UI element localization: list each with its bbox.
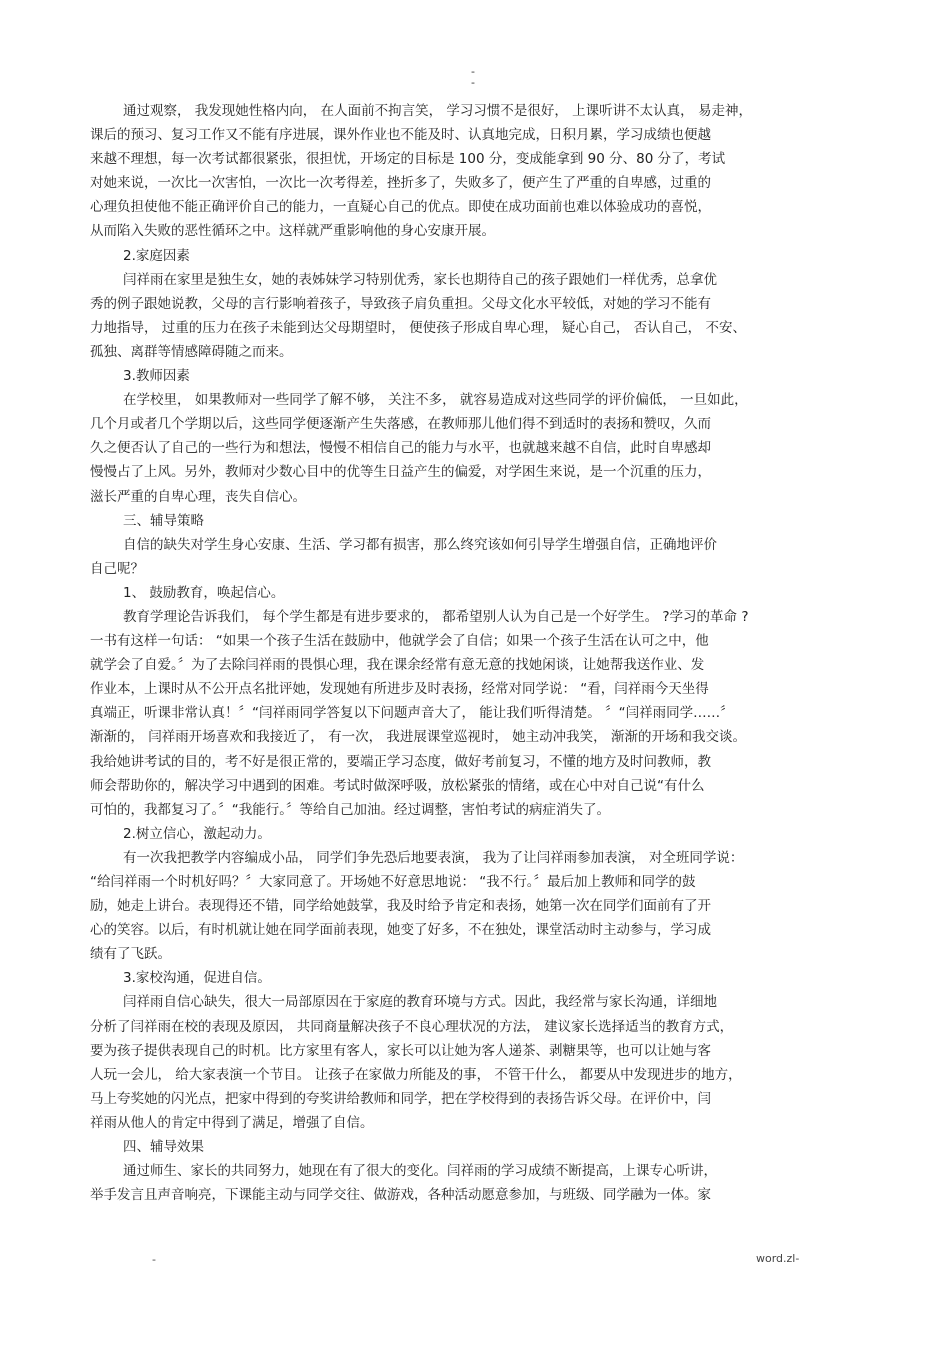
text-line: 励，她走上讲台。表现得还不错，同学给她鼓掌，我及时给予肯定和表扬，她第一次在同学们面前有了开 — [90, 898, 711, 915]
text-line: 真端正，听课非常认真！〞“闫祥雨同学答复以下问题声音大了， 能让我们听得清楚。 〞“闫祥雨同学……〞 — [90, 705, 734, 722]
text-line: 通过师生、家长的共同努力，她现在有了很大的变化。闫祥雨的学习成绩不断提高，上课专心听讲， — [123, 1163, 717, 1180]
text-line: 心理负担使他不能正确评价自己的能力，一直疑心自己的优点。即使在成功面前也难以体验成功的喜悦， — [90, 199, 711, 216]
text-line: 要为孩子提供表现自己的时机。比方家里有客人，家长可以让她为客人递茶、剥糖果等，也可以让她与客 — [90, 1042, 711, 1059]
text-line: 我给她讲考试的目的，考不好是很正常的，要端正学习态度，做好考前复习，不懂的地方及时问教师，教 — [90, 753, 711, 770]
text-line: 自信的缺失对学生身心安康、生活、学习都有损害，那么终究该如何引导学生增强自信，正确地评价 — [123, 536, 717, 553]
text-line: 2.家庭因素 — [123, 247, 190, 264]
header-mark-second: - — [471, 76, 475, 89]
footer-source-label: word.zl- — [756, 1252, 800, 1265]
text-line: 慢慢占了上风。另外，教师对少数心目中的优等生日益产生的偏爱，对学困生来说，是一个沉重的压力， — [90, 464, 711, 481]
text-line: 闫祥雨自信心缺失，很大一局部原因在于家庭的教育环境与方式。因此，我经常与家长沟通，详细地 — [123, 994, 717, 1011]
header-marks — [471, 66, 475, 88]
text-line: 有一次我把教学内容编成小品， 同学们争先恐后地要表演， 我为了让闫祥雨参加表演， 对全班同学说： — [123, 849, 744, 866]
text-line: 秀的例子跟她说教，父母的言行影响着孩子，导致孩子肩负重担。父母文化水平较低，对她的学习不能有 — [90, 295, 711, 312]
text-line: 教育学理论告诉我们， 每个学生都是有进步要求的， 都希望别人认为自己是一个好学生。 ?学习的革命 ? — [123, 608, 749, 625]
text-line: 3.家校沟通，促进自信。 — [123, 970, 271, 987]
header-mark-top: - — [471, 65, 475, 78]
text-line: 自己呢？ — [90, 560, 144, 577]
text-line: 心的笑容。以后，有时机就让她在同学面前表现，她变了好多，不在独处，课堂活动时主动参与，学习成 — [90, 922, 711, 939]
text-line: 祥雨从他人的肯定中得到了满足，增强了自信。 — [90, 1114, 374, 1131]
text-line: 绩有了飞跃。 — [90, 946, 171, 963]
text-line: “给闫祥雨一个时机好吗？〞大家同意了。开场她不好意思地说： “我不行。〞最后加上教师和同学的鼓 — [90, 874, 696, 890]
text-line: 一书有这样一句话： “如果一个孩子生活在鼓励中，他就学会了自信；如果一个孩子生活在认可之中，他 — [90, 633, 709, 650]
text-line: 举手发言且声音响亮，下课能主动与同学交往、做游戏，各种活动愿意参加，与班级、同学融为一体。家 — [90, 1187, 711, 1204]
text-line: 可怕的，我都复习了。〞“我能行。〞等给自己加油。经过调整，害怕考试的病症消失了。 — [90, 801, 610, 818]
text-line: 来越不理想，每一次考试都很紧张，很担忧，开场定的目标是 100 分，变成能拿到 90 分、80 分了，考试 — [90, 151, 726, 168]
text-line: 滋长严重的自卑心理，丧失自信心。 — [90, 488, 306, 505]
text-line: 闫祥雨在家里是独生女，她的表姊妹学习特别优秀，家长也期待自己的孩子跟她们一样优秀，总拿优 — [123, 271, 717, 288]
footer-left-mark: - — [152, 1253, 156, 1266]
body-text — [90, 99, 860, 1207]
text-line: 分析了闫祥雨在校的表现及原因， 共同商量解决孩子不良心理状况的方法， 建议家长选择适当的教育方式， — [90, 1018, 734, 1035]
text-line: 力地指导， 过重的压力在孩子未能到达父母期望时， 便使孩子形成自卑心理， 疑心自己， 否认自己， 不安、 — [90, 319, 746, 336]
text-line: 四、辅导效果 — [123, 1139, 204, 1156]
text-line: 久之便否认了自己的一些行为和想法，慢慢不相信自己的能力与水平，也就越来越不自信，此时自卑感却 — [90, 440, 711, 457]
text-line: 从而陷入失败的恶性循环之中。这样就严重影响他的身心安康开展。 — [90, 223, 495, 240]
text-line: 渐渐的， 闫祥雨开场喜欢和我接近了， 有一次， 我进展课堂巡视时， 她主动冲我笑， 渐渐的开场和我交谈。 — [90, 729, 746, 746]
text-line: 通过观察， 我发现她性格内向， 在人面前不拘言笑， 学习习惯不是很好， 上课听讲不太认真， 易走神， — [123, 103, 752, 119]
text-line: 孤独、离群等情感障碍随之而来。 — [90, 343, 293, 360]
text-line: 在学校里， 如果教师对一些同学了解不够， 关注不多， 就容易造成对这些同学的评价偏低， 一旦如此， — [123, 392, 748, 409]
text-line: 就学会了自爱。〞为了去除闫祥雨的畏惧心理，我在课余经常有意无意的找她闲谈，让她帮我送作业、发 — [90, 657, 705, 674]
text-line: 马上夸奖她的闪光点，把家中得到的夸奖讲给教师和同学，把在学校得到的表扬告诉父母。在评价中，闫 — [90, 1090, 711, 1107]
text-line: 课后的预习、复习工作又不能有序进展，课外作业也不能及时、认真地完成，日积月累，学习成绩也便越 — [90, 127, 711, 144]
text-line: 对她来说，一次比一次害怕，一次比一次考得差，挫折多了，失败多了，便产生了严重的自卑感，过重的 — [90, 175, 711, 192]
text-line: 3.教师因素 — [123, 368, 190, 385]
text-line: 1、 鼓励教育，唤起信心。 — [123, 584, 285, 601]
text-line: 师会帮助你的，解决学习中遇到的困难。考试时做深呼吸，放松紧张的情绪，或在心中对自己说“有什么 — [90, 777, 705, 794]
text-line: 三、辅导策略 — [123, 512, 204, 529]
text-line: 几个月或者几个学期以后，这些同学便逐渐产生失落感，在教师那儿他们得不到适时的表扬和赞叹，久而 — [90, 416, 711, 433]
text-line: 作业本，上课时从不公开点名批评她，发现她有所进步及时表扬，经常对同学说： “看，闫祥雨今天坐得 — [90, 681, 709, 698]
text-line: 2.树立信心，激起动力。 — [123, 825, 271, 842]
text-line: 人玩一会儿， 给大家表演一个节目。 让孩子在家做力所能及的事， 不管干什么， 都要从中发现进步的地方， — [90, 1066, 742, 1083]
